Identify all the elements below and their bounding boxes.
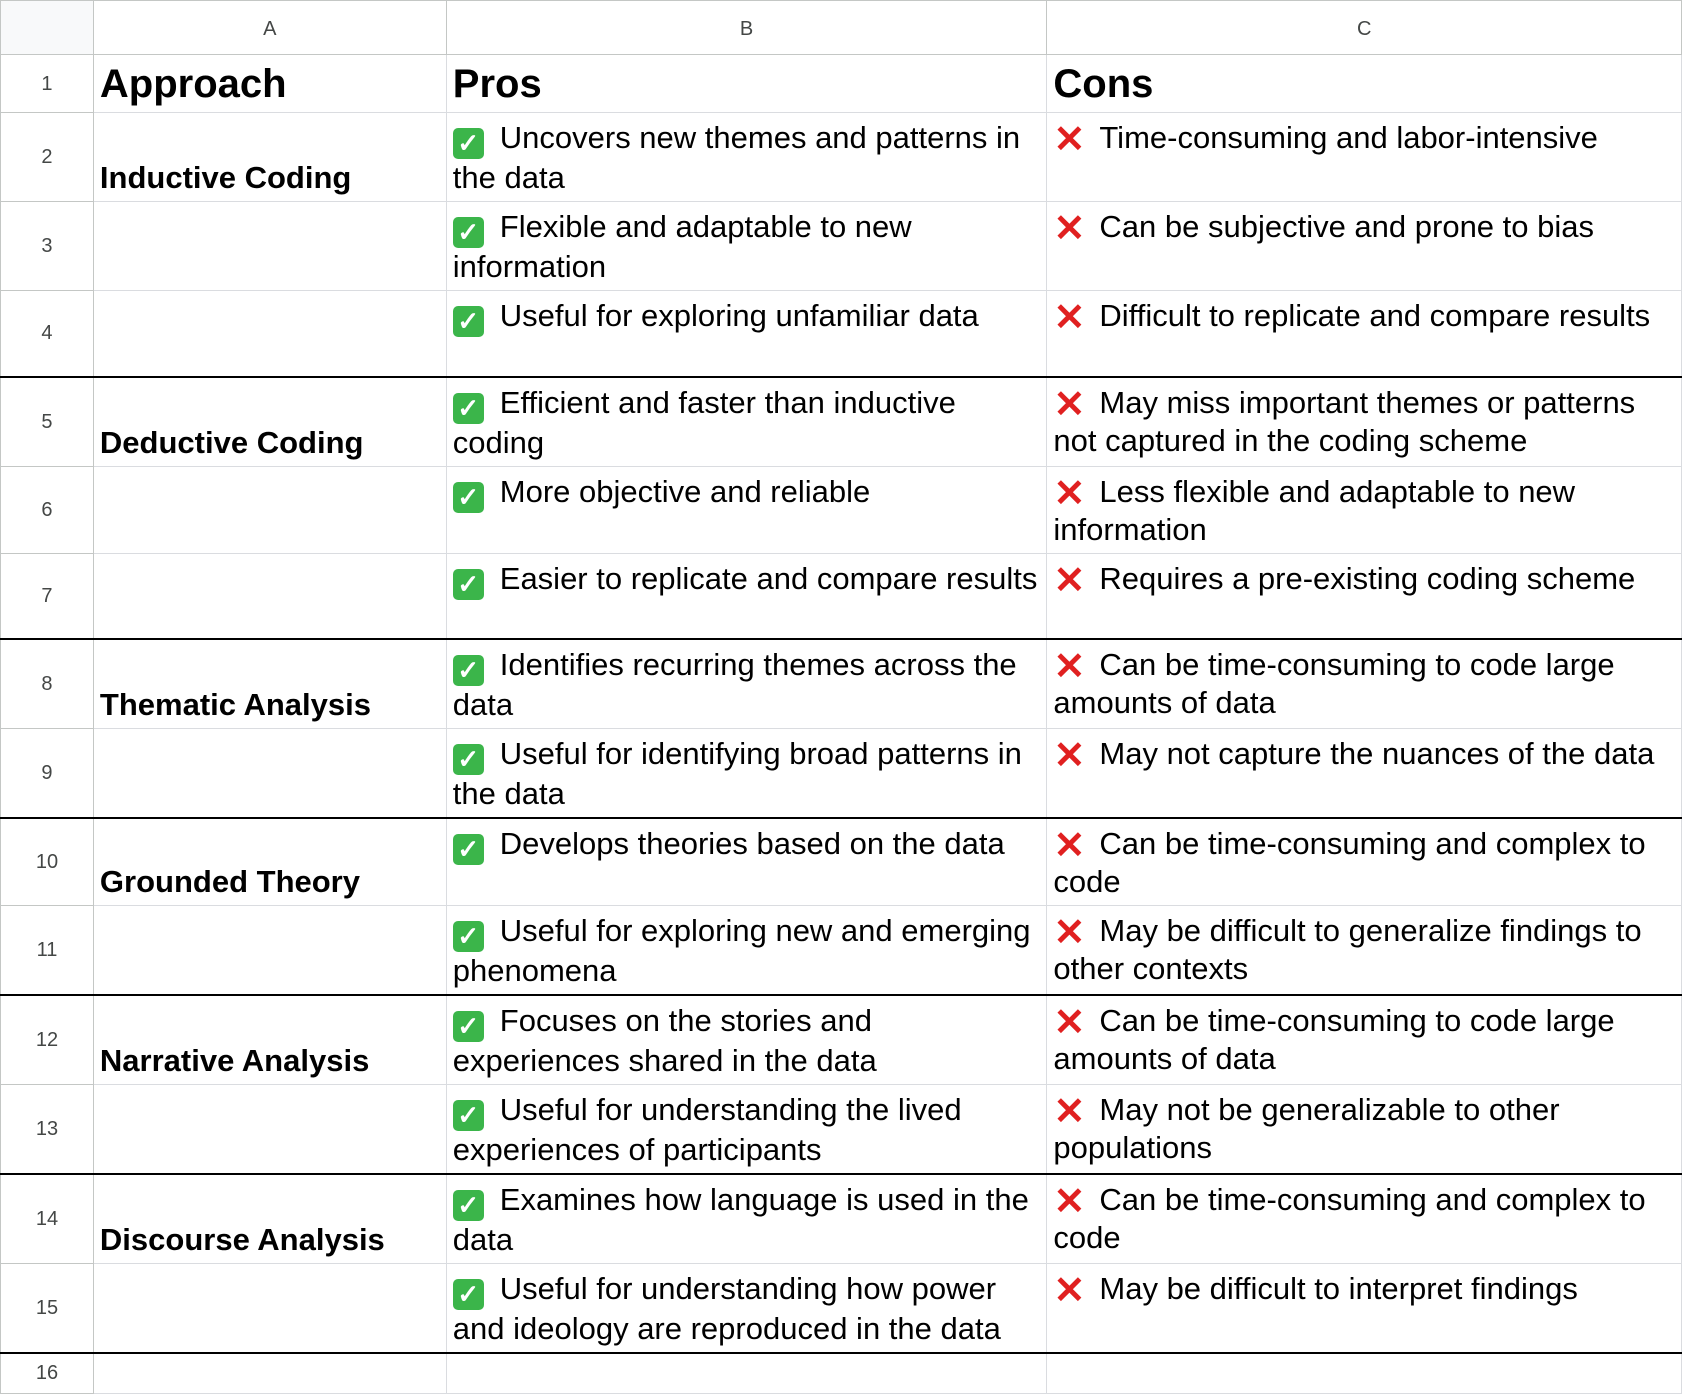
pro-text: Easier to replicate and compare results — [499, 560, 1038, 596]
pro-cell[interactable] — [446, 113, 1047, 202]
row-header[interactable]: 16 — [1, 1353, 94, 1393]
pro-text: More objective and reliable — [499, 473, 871, 509]
approach-cell[interactable]: Discourse Analysis — [93, 1174, 446, 1264]
row-header[interactable]: 1 — [1, 55, 94, 113]
pro-cell[interactable] — [446, 553, 1047, 639]
approach-cell[interactable] — [93, 906, 446, 996]
approach-cell[interactable]: Deductive Coding — [93, 377, 446, 467]
header-row — [1, 55, 1682, 113]
table-row — [1, 639, 1682, 729]
check-mark-icon: ✓ — [453, 834, 484, 865]
approach-cell[interactable] — [93, 291, 446, 377]
column-header-row — [1, 1, 1682, 55]
table-row — [1, 1085, 1682, 1175]
approach-cell[interactable]: Inductive Coding — [93, 113, 446, 202]
con-cell[interactable] — [1047, 818, 1682, 906]
check-mark-icon: ✓ — [453, 569, 484, 600]
cross-mark-icon: ✕ — [1053, 735, 1086, 777]
con-text: Can be time-consuming to code large amounts of data — [1053, 1003, 1615, 1076]
con-text: Difficult to replicate and compare results — [1099, 298, 1651, 333]
con-text: Less flexible and adaptable to new information — [1053, 473, 1576, 547]
pro-text: Focuses on the stories and experiences shared in the data — [452, 1003, 877, 1078]
cross-mark-icon: ✕ — [1053, 1091, 1086, 1133]
approach-cell[interactable] — [93, 729, 446, 819]
con-cell[interactable] — [1047, 1085, 1682, 1175]
con-text: May miss important themes or patterns not captured in the coding scheme — [1053, 384, 1636, 458]
approach-cell[interactable]: Thematic Analysis — [93, 639, 446, 729]
con-cell[interactable] — [1047, 995, 1682, 1085]
cross-mark-icon: ✕ — [1053, 825, 1086, 867]
con-text: Time-consuming and labor-intensive — [1099, 120, 1598, 155]
pro-text: Useful for exploring unfamiliar data — [499, 298, 979, 333]
table-row — [1, 553, 1682, 639]
check-mark-icon: ✓ — [453, 393, 484, 424]
cross-mark-icon: ✕ — [1053, 912, 1086, 954]
cross-mark-icon: ✕ — [1053, 297, 1086, 339]
pro-cell[interactable] — [446, 377, 1047, 467]
row-header[interactable]: 15 — [1, 1264, 94, 1354]
select-all-corner[interactable] — [1, 1, 94, 55]
con-cell[interactable] — [1047, 466, 1682, 553]
pro-cell[interactable] — [446, 202, 1047, 291]
cons-header-cell[interactable]: Cons — [1047, 55, 1682, 113]
pro-text: Uncovers new themes and patterns in the data — [452, 120, 1021, 195]
empty-cell[interactable] — [446, 1353, 1047, 1393]
row-header[interactable]: 14 — [1, 1174, 94, 1264]
check-mark-icon: ✓ — [453, 1190, 484, 1221]
con-text: Can be time-consuming to code large amounts of data — [1053, 647, 1615, 720]
cross-mark-icon: ✕ — [1053, 208, 1086, 250]
pro-text: Useful for exploring new and emerging phenomena — [452, 913, 1031, 988]
pro-cell[interactable] — [446, 1264, 1047, 1354]
cross-mark-icon: ✕ — [1053, 119, 1086, 161]
approach-cell[interactable] — [93, 466, 446, 553]
approach-cell[interactable] — [93, 1264, 446, 1354]
pro-text: Useful for understanding the lived experiences of participants — [452, 1092, 962, 1167]
column-header-c[interactable]: C — [1047, 1, 1682, 55]
table-row — [1, 1353, 1682, 1393]
pro-cell[interactable] — [446, 639, 1047, 729]
con-text: Can be subjective and prone to bias — [1099, 209, 1594, 244]
con-cell[interactable] — [1047, 202, 1682, 291]
row-header[interactable]: 4 — [1, 291, 94, 377]
con-cell[interactable] — [1047, 729, 1682, 819]
row-header[interactable]: 6 — [1, 466, 94, 553]
cross-mark-icon: ✕ — [1053, 646, 1086, 688]
pro-text: Flexible and adaptable to new information — [452, 209, 912, 284]
pro-cell[interactable] — [446, 466, 1047, 553]
table-row — [1, 995, 1682, 1085]
pro-text: Examines how language is used in the data — [452, 1182, 1029, 1257]
check-mark-icon: ✓ — [453, 1100, 484, 1131]
table-row — [1, 113, 1682, 202]
con-text: May be difficult to interpret findings — [1099, 1271, 1578, 1306]
cross-mark-icon: ✕ — [1053, 1270, 1086, 1312]
con-cell[interactable] — [1047, 291, 1682, 377]
row-header[interactable]: 5 — [1, 377, 94, 467]
pros-header-cell[interactable]: Pros — [446, 55, 1047, 113]
pro-cell[interactable] — [446, 818, 1047, 906]
table-row — [1, 818, 1682, 906]
con-text: May not be generalizable to other populations — [1053, 1092, 1560, 1165]
cross-mark-icon: ✕ — [1053, 383, 1086, 426]
con-text: May not capture the nuances of the data — [1099, 736, 1655, 771]
check-mark-icon: ✓ — [453, 482, 484, 513]
con-cell[interactable] — [1047, 377, 1682, 467]
check-mark-icon: ✓ — [453, 217, 484, 248]
con-cell[interactable] — [1047, 639, 1682, 729]
check-mark-icon: ✓ — [453, 744, 484, 775]
cross-mark-icon: ✕ — [1053, 559, 1086, 602]
row-header[interactable]: 9 — [1, 729, 94, 819]
row-header[interactable]: 7 — [1, 553, 94, 639]
table-row — [1, 291, 1682, 377]
pro-text: Useful for identifying broad patterns in the data — [452, 736, 1022, 811]
approach-header-cell[interactable]: Approach — [93, 55, 446, 113]
cross-mark-icon: ✕ — [1053, 472, 1086, 515]
check-mark-icon: ✓ — [453, 921, 484, 952]
check-mark-icon: ✓ — [453, 655, 484, 686]
pro-text: Useful for understanding how power and ideology are reproduced in the data — [452, 1271, 1001, 1346]
empty-cell[interactable] — [93, 1353, 446, 1393]
row-header[interactable]: 10 — [1, 818, 94, 906]
pro-cell[interactable] — [446, 729, 1047, 819]
check-mark-icon: ✓ — [453, 1011, 484, 1042]
approach-cell[interactable]: Grounded Theory — [93, 818, 446, 906]
check-mark-icon: ✓ — [453, 306, 484, 337]
con-text: Can be time-consuming and complex to code — [1053, 1182, 1646, 1255]
row-header[interactable]: 3 — [1, 202, 94, 291]
row-header[interactable]: 2 — [1, 113, 94, 202]
pro-cell[interactable] — [446, 906, 1047, 996]
con-text: Can be time-consuming and complex to code — [1053, 826, 1646, 899]
con-text: Requires a pre-existing coding scheme — [1099, 560, 1636, 596]
cross-mark-icon: ✕ — [1053, 1002, 1086, 1044]
approach-cell[interactable]: Narrative Analysis — [93, 995, 446, 1085]
table-row — [1, 1264, 1682, 1354]
row-header[interactable]: 8 — [1, 639, 94, 729]
table-row — [1, 466, 1682, 553]
con-cell[interactable] — [1047, 1174, 1682, 1264]
column-header-b[interactable]: B — [446, 1, 1047, 55]
cross-mark-icon: ✕ — [1053, 1181, 1086, 1223]
pro-cell[interactable] — [446, 995, 1047, 1085]
con-text: May be difficult to generalize findings to other contexts — [1053, 913, 1642, 986]
pro-text: Develops theories based on the data — [499, 826, 1005, 861]
con-cell[interactable] — [1047, 1264, 1682, 1354]
pro-cell[interactable] — [446, 291, 1047, 377]
pro-cell[interactable] — [446, 1174, 1047, 1264]
check-mark-icon: ✓ — [453, 128, 484, 159]
row-header[interactable]: 12 — [1, 995, 94, 1085]
approach-cell[interactable] — [93, 1085, 446, 1175]
table-row — [1, 1174, 1682, 1264]
pro-cell[interactable] — [446, 1085, 1047, 1175]
approach-cell[interactable] — [93, 553, 446, 639]
approach-cell[interactable] — [93, 202, 446, 291]
con-cell[interactable] — [1047, 906, 1682, 996]
check-mark-icon: ✓ — [453, 1279, 484, 1310]
con-cell[interactable] — [1047, 553, 1682, 639]
pro-text: Identifies recurring themes across the data — [452, 647, 1017, 722]
row-header[interactable]: 11 — [1, 906, 94, 996]
table-row — [1, 202, 1682, 291]
table-row — [1, 906, 1682, 996]
column-header-a[interactable]: A — [93, 1, 446, 55]
table-row — [1, 729, 1682, 819]
row-header[interactable]: 13 — [1, 1085, 94, 1175]
table-row — [1, 377, 1682, 467]
pro-text: Efficient and faster than inductive coding — [452, 384, 956, 460]
con-cell[interactable] — [1047, 113, 1682, 202]
empty-cell[interactable] — [1047, 1353, 1682, 1393]
